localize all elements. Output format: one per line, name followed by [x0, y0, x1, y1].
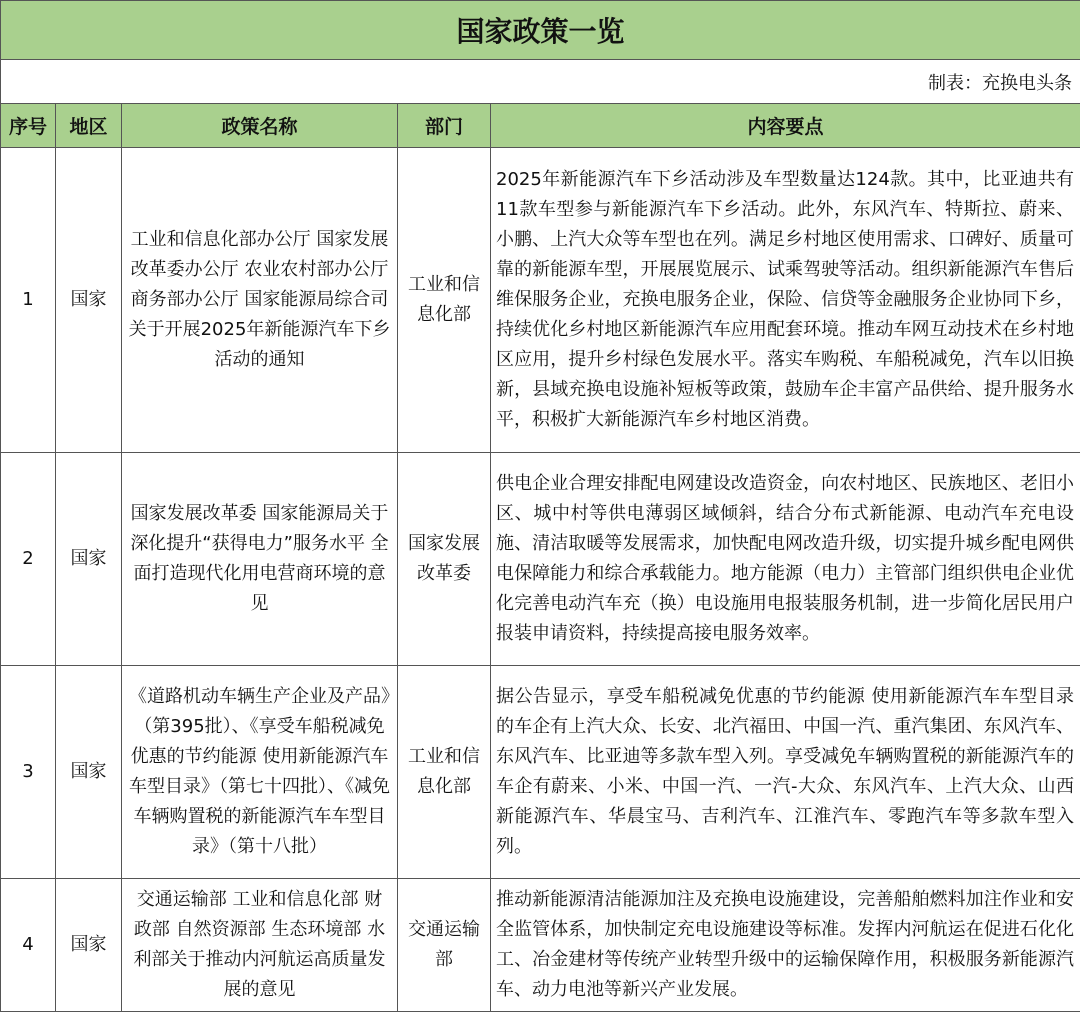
cell-policy-name: 国家发展改革委 国家能源局关于深化提升“获得电力”服务水平 全面打造现代化用电营商环境的意见	[122, 453, 398, 666]
cell-index: 2	[1, 453, 56, 666]
header-dept: 部门	[398, 104, 491, 148]
cell-dept: 国家发展改革委	[398, 453, 491, 666]
cell-region: 国家	[56, 148, 122, 453]
header-name: 政策名称	[122, 104, 398, 148]
cell-content: 推动新能源清洁能源加注及充换电设施建设，完善船舶燃料加注作业和安全监管体系，加快制定充电设施建设等标准。发挥内河航运在促进石化化工、冶金建材等传统产业转型升级中的运输保障作用，积极服务新能源汽车、动力电池等新兴产业发展。	[491, 879, 1080, 1012]
cell-dept: 交通运输部	[398, 879, 491, 1012]
table-row	[1, 453, 1080, 666]
cell-content: 2025年新能源汽车下乡活动涉及车型数量达124款。其中，比亚迪共有11款车型参与新能源汽车下乡活动。此外，东风汽车、特斯拉、蔚来、小鹏、上汽大众等车型也在列。满足乡村地区使用需求、口碑好、质量可靠的新能源车型，开展展览展示、试乘驾驶等活动。组织新能源汽车售后维保服务企业，充换电服务企业，保险、信贷等金融服务企业协同下乡，持续优化乡村地区新能源汽车应用配套环境。推动车网互动技术在乡村地区应用，提升乡村绿色发展水平。落实车购税、车船税减免，汽车以旧换新，县域充换电设施补短板等政策，鼓励车企丰富产品供给、提升服务水平，积极扩大新能源汽车乡村地区消费。	[491, 148, 1080, 453]
table-row	[1, 148, 1080, 453]
cell-policy-name: 《道路机动车辆生产企业及产品》（第395批）、《享受车船税减免优惠的节约能源 使用新能源汽车车型目录》（第七十四批）、《减免车辆购置税的新能源汽车车型目录》（第十八批）	[122, 666, 398, 879]
cell-content: 供电企业合理安排配电网建设改造资金，向农村地区、民族地区、老旧小区、城中村等供电薄弱区域倾斜，结合分布式新能源、电动汽车充电设施、清洁取暖等发展需求，加快配电网改造升级，切实提升城乡配电网供电保障能力和综合承载能力。地方能源（电力）主管部门组织供电企业优化完善电动汽车充（换）电设施用电报装服务机制，进一步简化居民用户报装申请资料，持续提高接电服务效率。	[491, 453, 1080, 666]
cell-index: 4	[1, 879, 56, 1012]
cell-policy-name: 工业和信息化部办公厅 国家发展改革委办公厅 农业农村部办公厅 商务部办公厅 国家能源局综合司关于开展2025年新能源汽车下乡活动的通知	[122, 148, 398, 453]
table-title: 国家政策一览	[1, 1, 1080, 60]
cell-region: 国家	[56, 666, 122, 879]
cell-region: 国家	[56, 453, 122, 666]
cell-content: 据公告显示，享受车船税减免优惠的节约能源 使用新能源汽车车型目录的车企有上汽大众、长安、北汽福田、中国一汽、重汽集团、东风汽车、东风汽车、比亚迪等多款车型入列。享受减免车辆购置税的新能源汽车的车企有蔚来、小米、中国一汽、一汽-大众、东风汽车、上汽大众、山西新能源汽车、华晨宝马、吉利汽车、江淮汽车、零跑汽车等多款车型入列。	[491, 666, 1080, 879]
cell-dept: 工业和信息化部	[398, 148, 491, 453]
header-index: 序号	[1, 104, 56, 148]
table-row	[1, 666, 1080, 879]
cell-index: 3	[1, 666, 56, 879]
cell-policy-name: 交通运输部 工业和信息化部 财政部 自然资源部 生态环境部 水利部关于推动内河航运高质量发展的意见	[122, 879, 398, 1012]
cell-dept: 工业和信息化部	[398, 666, 491, 879]
table-row	[1, 879, 1080, 1012]
header-content: 内容要点	[491, 104, 1080, 148]
table-maker: 制表：充换电头条	[1, 60, 1080, 104]
header-region: 地区	[56, 104, 122, 148]
cell-region: 国家	[56, 879, 122, 1012]
cell-index: 1	[1, 148, 56, 453]
